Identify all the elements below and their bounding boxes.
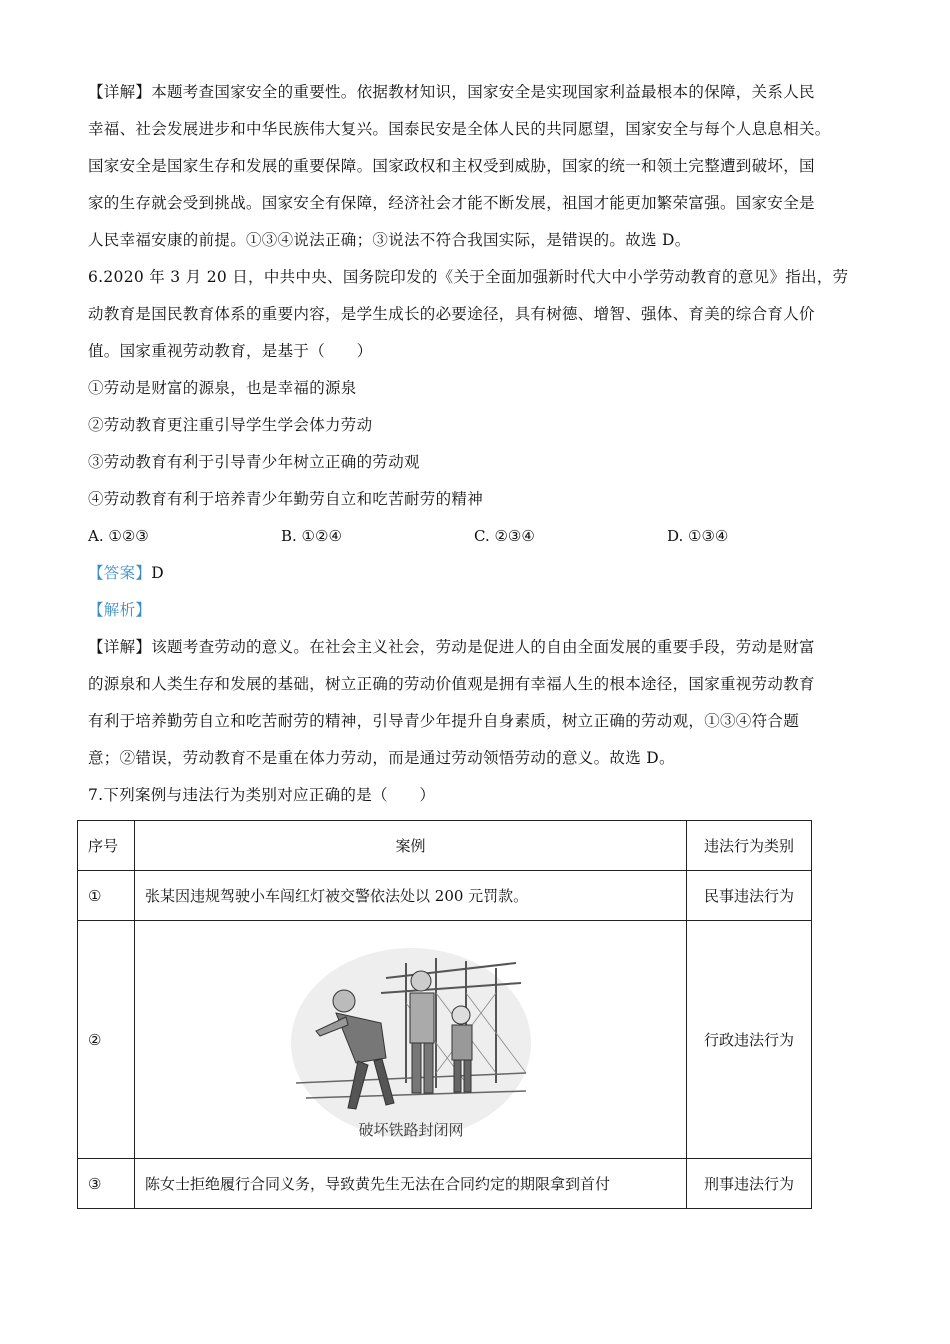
explain5-l1: 【详解】本题考查国家安全的重要性。依据教材知识，国家安全是实现国家利益最根本的保障，关系人民	[88, 83, 815, 101]
detail-tag: 【详解】	[88, 638, 152, 656]
header-case: 案例	[135, 821, 687, 871]
option-d: D. ①③④	[667, 527, 729, 545]
explain5-l4: 家的生存就会受到挑战。国家安全有保障，经济社会才能不断发展，祖国才能更加繁荣富强。国家安全是	[88, 194, 815, 212]
row-num: ①	[78, 871, 135, 921]
option-a: A. ①②③	[88, 527, 149, 545]
page-content	[88, 74, 868, 814]
q6-detail-l3: 有利于培养勤劳自立和吃苦耐劳的精神，引导青少年提升自身素质，树立正确的劳动观，①③④符合题	[88, 712, 800, 730]
option-c: C. ②③④	[474, 527, 535, 545]
row-case: 张某因违规驾驶小车闯红灯被交警依法处以 200 元罚款。	[135, 871, 687, 921]
row-num: ③	[78, 1159, 135, 1209]
row-category: 刑事违法行为	[687, 1159, 812, 1209]
q6-analysis	[88, 592, 868, 629]
q7-table	[77, 820, 812, 1209]
q7-stem: 7.下列案例与违法行为类别对应正确的是（ ）	[88, 786, 436, 804]
railway-fence-sketch	[286, 933, 536, 1143]
q6-answer	[88, 555, 868, 592]
q6-detail-l4: 意；②错误，劳动教育不是重在体力劳动，而是通过劳动领悟劳动的意义。故选 D。	[88, 749, 675, 767]
answer-tag: 【答案】	[88, 564, 152, 582]
header-category: 违法行为类别	[687, 821, 812, 871]
row-category: 行政违法行为	[687, 921, 812, 1159]
q6-options	[88, 518, 868, 555]
explain5-l2: 幸福、社会发展进步和中华民族伟大复兴。国泰民安是全体人民的共同愿望，国家安全与每个人息息相关。	[88, 120, 831, 138]
table-row	[78, 921, 812, 1159]
q6-item: ①劳动是财富的源泉，也是幸福的源泉	[88, 379, 357, 397]
row-case-illustration	[135, 921, 687, 1159]
table-header-row	[78, 821, 812, 871]
q6-item: ④劳动教育有利于培养青少年勤劳自立和吃苦耐劳的精神	[88, 490, 484, 508]
header-num: 序号	[78, 821, 135, 871]
illustration-caption: 破坏铁路封闭网	[357, 1120, 464, 1139]
railway-fence-illustration	[286, 933, 536, 1147]
row-category: 民事违法行为	[687, 871, 812, 921]
row-num: ②	[78, 921, 135, 1159]
q6-detail-l1: 【详解】该题考查劳动的意义。在社会主义社会，劳动是促进人的自由全面发展的重要手段，劳动是财富	[88, 638, 815, 656]
analysis-tag: 【解析】	[88, 601, 152, 619]
option-b: B. ①②④	[281, 527, 342, 545]
q6-detail-l2: 的源泉和人类生存和发展的基础，树立正确的劳动价值观是拥有幸福人生的根本途径，国家重视劳动教育	[88, 675, 815, 693]
q6-stem-l3: 值。国家重视劳动教育，是基于（ ）	[88, 342, 373, 360]
q6-stem-l2: 动教育是国民教育体系的重要内容，是学生成长的必要途径，具有树德、增智、强体、育美的综合育人价	[88, 305, 815, 323]
q6-item: ②劳动教育更注重引导学生学会体力劳动	[88, 416, 373, 434]
table-row	[78, 871, 812, 921]
explain5-l5: 人民幸福安康的前提。①③④说法正确；③说法不符合我国实际，是错误的。故选 D。	[88, 231, 691, 249]
q6-item: ③劳动教育有利于引导青少年树立正确的劳动观	[88, 453, 420, 471]
row-case: 陈女士拒绝履行合同义务，导致黄先生无法在合同约定的期限拿到首付	[135, 1159, 687, 1209]
answer-value: D	[151, 564, 164, 582]
q6-stem-l1: 6.2020 年 3 月 20 日，中共中央、国务院印发的《关于全面加强新时代大中小学劳动教育的意见》指出，劳	[88, 268, 849, 286]
explain5-l3: 国家安全是国家生存和发展的重要保障。国家政权和主权受到威胁，国家的统一和领土完整遭到破坏，国	[88, 157, 815, 175]
table-row	[78, 1159, 812, 1209]
detail-tag: 【详解】	[88, 83, 152, 101]
